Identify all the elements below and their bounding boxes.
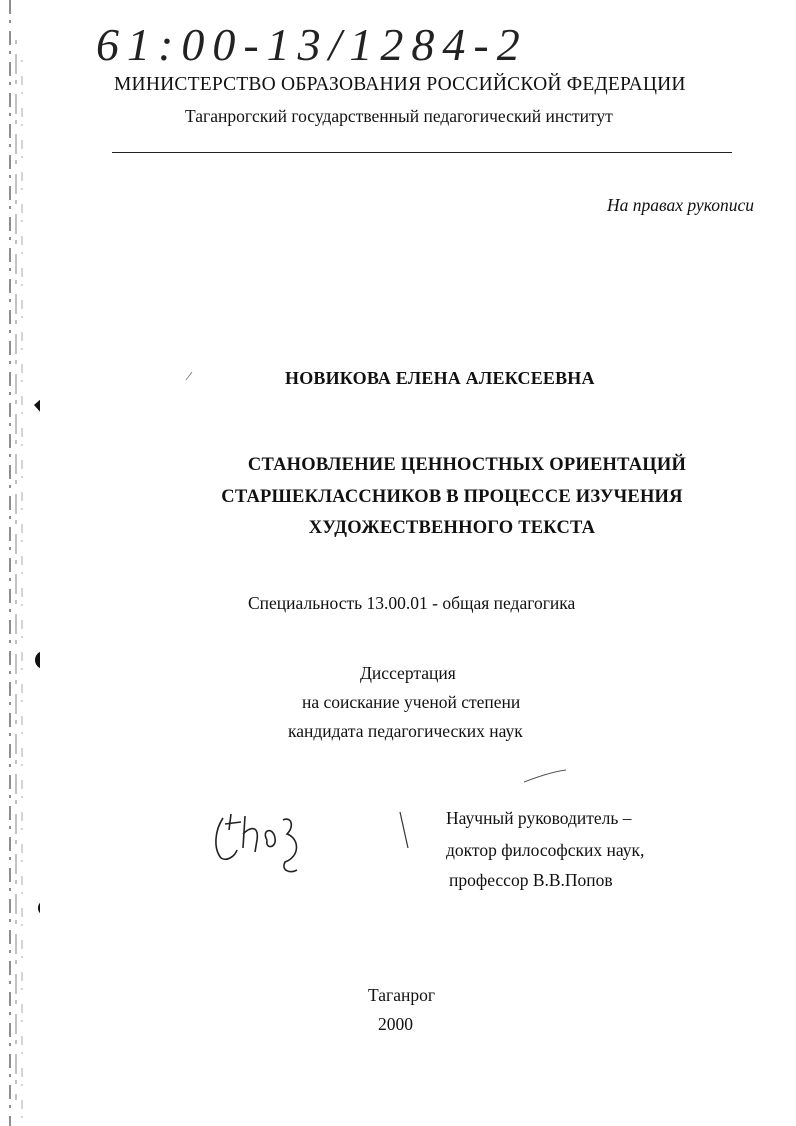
supervisor-title: Научный руководитель – [446, 808, 632, 828]
supervisor-name: профессор В.В.Попов [449, 870, 613, 890]
specialty-line: Специальность 13.00.01 - общая педагогика [248, 593, 576, 613]
handwritten-signature [205, 800, 315, 880]
thesis-title-line-3: ХУДОЖЕСТВЕННОГО ТЕКСТА [308, 518, 596, 538]
dissertation-purpose: на соискание ученой степени [302, 692, 521, 712]
manuscript-note: На правах рукописи [607, 195, 754, 215]
binding-edge [0, 0, 40, 1126]
handwritten-call-number [92, 12, 552, 72]
dissertation-type: Диссертация [360, 663, 456, 683]
author-name: НОВИКОВА ЕЛЕНА АЛЕКСЕЕВНА [285, 368, 595, 388]
header-divider [112, 152, 732, 153]
supervisor-degree: доктор философских наук, [446, 840, 645, 860]
publication-year: 2000 [378, 1014, 413, 1034]
binding-hole-3 [35, 651, 40, 669]
dissertation-degree: кандидата педагогических наук [288, 721, 523, 741]
institute-name: Таганрогский государственный педагогический институт [185, 106, 613, 126]
binding-hole-4 [38, 900, 40, 916]
thesis-title-line-1: СТАНОВЛЕНИЕ ЦЕННОСТНЫХ ОРИЕНТАЦИЙ [247, 455, 687, 475]
binding-hole-2 [34, 398, 40, 414]
publication-city: Таганрог [368, 985, 436, 1005]
thesis-title-line-2: СТАРШЕКЛАССНИКОВ В ПРОЦЕССЕ ИЗУЧЕНИЯ [221, 487, 683, 507]
call-number-text: 61:00-13/1284-2 [96, 19, 528, 70]
ministry-heading: МИНИСТЕРСТВО ОБРАЗОВАНИЯ РОССИЙСКОЙ ФЕДЕРАЦИИ [114, 74, 686, 95]
